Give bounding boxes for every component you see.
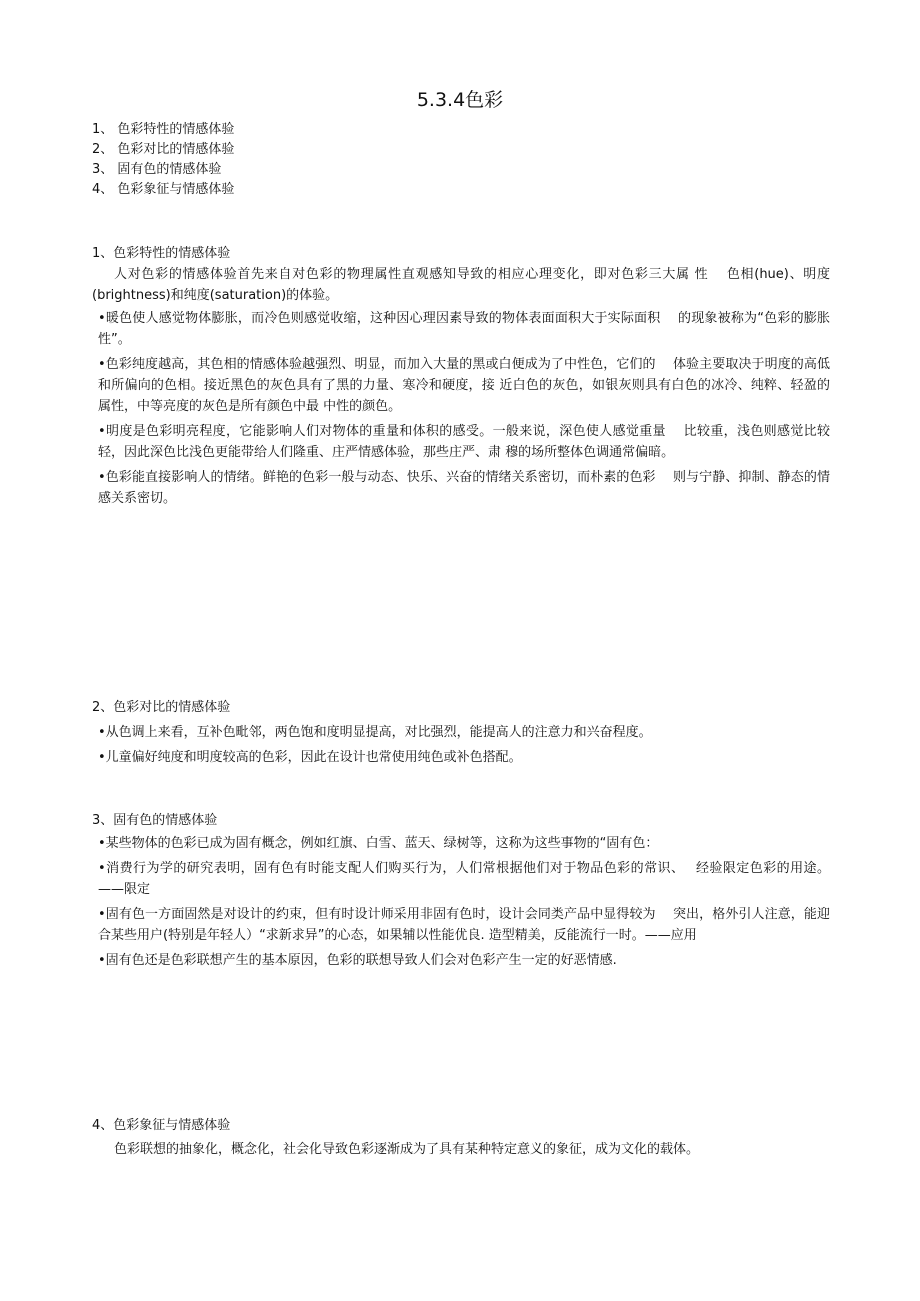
toc-item-2: 2、 色彩对比的情感体验 (92, 142, 235, 157)
bullet-text: •某些物体的色彩已成为固有概念，例如红旗、白雪、蓝天、绿树等，这称为这些事物的“固有色： (98, 836, 659, 851)
section-heading: 2、色彩对比的情感体验 (92, 700, 231, 715)
bullet-paragraph (92, 467, 830, 509)
toc-item-1: 1、 色彩特性的情感体验 (92, 122, 235, 137)
bullet-text: •固有色还是色彩联想产生的基本原因，色彩的联想导致人们会对色彩产生一定的好恶情感. (98, 953, 617, 968)
bullet-text: •色彩能直接影响人的情绪。鲜艳的色彩一般与动态、快乐、兴奋的情绪关系密切，而朴素的色彩 则与宁静、抑制、静态的情感关系密切。 (98, 470, 830, 506)
bullet-text: •消费行为学的研究表明，固有色有时能支配人们购买行为，人们常根据他们对于物品色彩的常识、 经验限定色彩的用途。——限定 (98, 861, 830, 897)
bullet-paragraph (92, 950, 830, 971)
section-color-contrast (92, 698, 830, 772)
bullet-text: •明度是色彩明亮程度，它能影响人们对物体的重量和体积的感受。一般来说，深色使人感觉重量 比较重，浅色则感觉比较轻，因此深色比浅色更能带给人们隆重、庄严情感体验，那些庄严、肃 穆的场所整体色调通常偏暗。 (98, 424, 830, 460)
bullet-paragraph (92, 904, 830, 946)
section-heading: 4、色彩象征与情感体验 (92, 1118, 231, 1133)
section-heading: 1、色彩特性的情感体验 (92, 246, 231, 261)
bullet-text: •从色调上来看，互补色毗邻，两色饱和度明显提高，对比强烈，能提高人的注意力和兴奋程度。 (98, 725, 652, 740)
section-color-symbolism (92, 1116, 772, 1161)
bullet-text: •色彩纯度越高，其色相的情感体验越强烈、明显，而加入大量的黑或白便成为了中性色，它们的 体验主要取决于明度的高低和所偏向的色相。接近黑色的灰色具有了黑的力量、寒冷和硬度，接 近白色的灰色，如银灰则具有白色的冰冷、纯粹、轻盈的属性，中等亮度的灰色是所有颜色中最 中性的颜色。 (98, 357, 830, 414)
section-color-properties (92, 244, 830, 513)
toc-item-3: 3、 固有色的情感体验 (92, 162, 222, 177)
section-intro: 人对色彩的情感体验首先来自对色彩的物理属性直观感知导致的相应心理变化，即对色彩三大属 性 色相(hue)、明度(brightness)和纯度(saturation)的体验。 (92, 267, 830, 303)
bullet-paragraph (92, 722, 830, 743)
toc-item-4: 4、 色彩象征与情感体验 (92, 182, 235, 197)
bullet-text: •固有色一方面固然是对设计的约束，但有时设计师采用非固有色时，设计会同类产品中显得较为 突出，格外引人注意，能迎合某些用户(特别是年轻人）“求新求异”的心态，如果辅以性能优良. 造型精美，反能流行一时。——应用 (98, 907, 830, 943)
bullet-paragraph (92, 858, 830, 900)
bullet-paragraph (92, 421, 830, 463)
section-heading: 3、固有色的情感体验 (92, 813, 218, 828)
bullet-paragraph (92, 833, 830, 854)
section-text: 色彩联想的抽象化，概念化，社会化导致色彩逐渐成为了具有某种特定意义的象征，成为文化的载体。 (114, 1142, 700, 1157)
table-of-contents (92, 120, 234, 200)
section-inherent-color (92, 811, 830, 975)
bullet-paragraph (92, 308, 830, 350)
bullet-paragraph (92, 747, 830, 768)
bullet-paragraph (92, 354, 830, 417)
page-title: 5.3.4色彩 (416, 89, 504, 111)
bullet-text: •儿童偏好纯度和明度较高的色彩，因此在设计也常使用纯色或补色搭配。 (98, 750, 522, 765)
bullet-text: •暖色使人感觉物体膨胀，而冷色则感觉收缩，这种因心理因素导致的物体表面面积大于实际面积 的现象被称为“色彩的膨胀性”。 (98, 311, 830, 347)
